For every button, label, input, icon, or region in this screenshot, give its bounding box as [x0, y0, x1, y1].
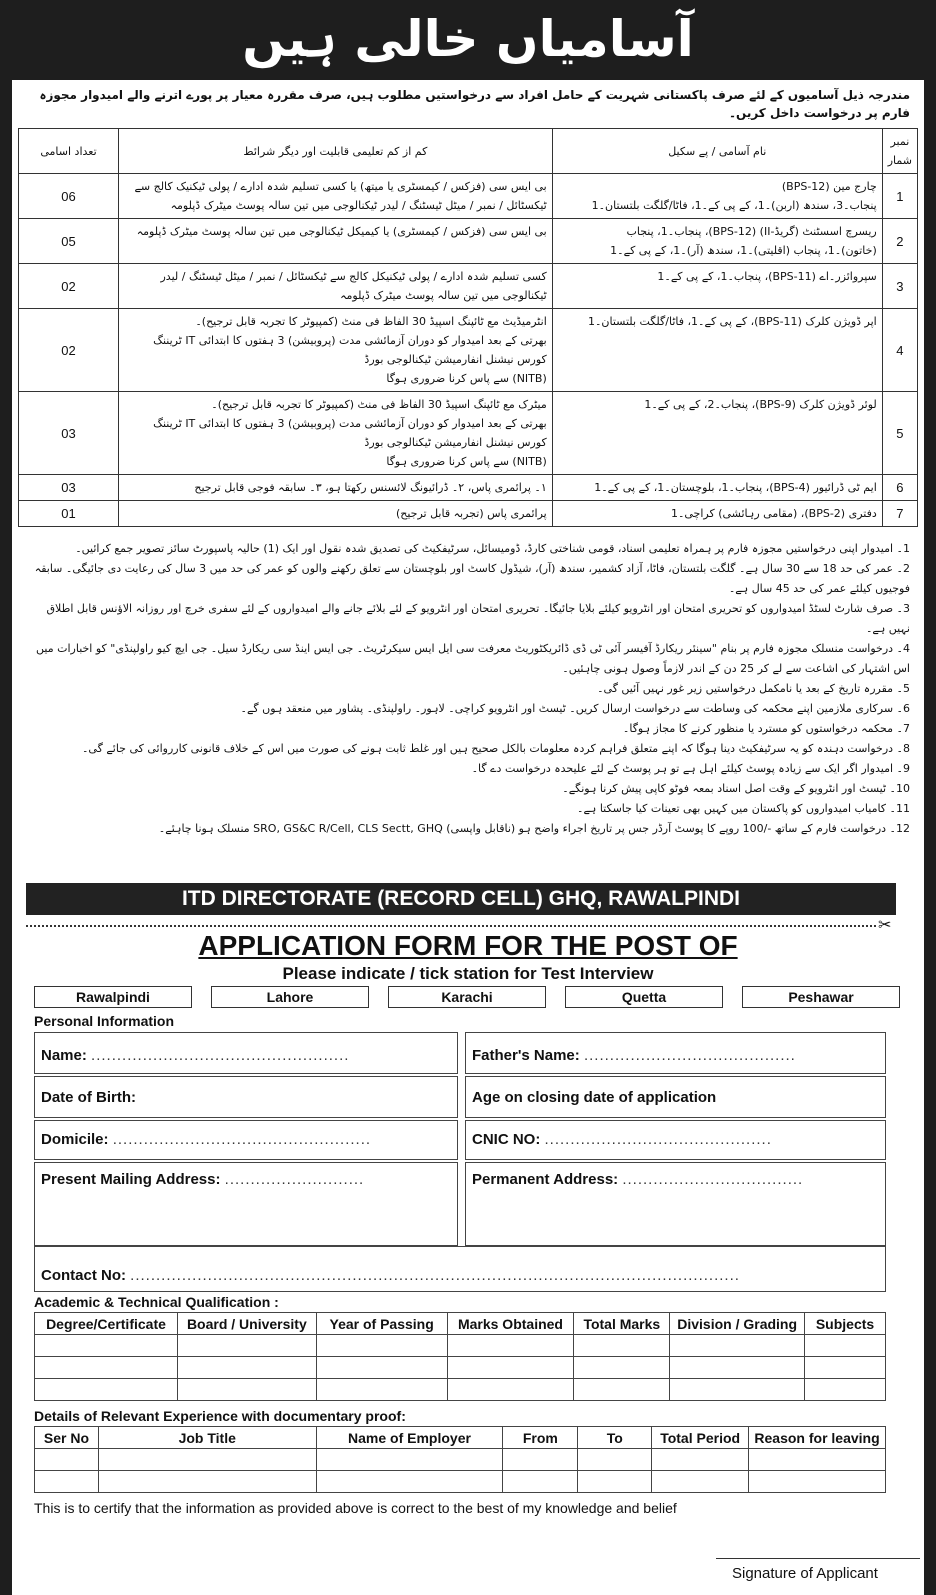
qualification: کسی تسلیم شدہ ادارے / پولی ٹیکنیکل کالج سے ٹیکسٹائل / نمبر / میٹل ٹیسٹنگ / لیدر ٹیکنالوجی میں تین سالہ پوسٹ میٹرک ڈپلومہ [160, 270, 547, 302]
qualification-cell [119, 501, 553, 527]
blank-cell[interactable] [35, 1471, 99, 1493]
term-item: 5۔ مقررہ تاریخ کے بعد یا نامکمل درخواستیں زیر غور نہیں آئیں گی۔ [597, 682, 910, 695]
personal-info-label: Personal Information [34, 1013, 175, 1029]
name-field[interactable]: Name: .................................................. [34, 1032, 458, 1074]
post-cell [552, 264, 882, 309]
col-header: کم از کم تعلیمی قابلیت اور دیگر شرائط [119, 129, 553, 174]
blank-cell[interactable] [177, 1379, 316, 1401]
qualification: میٹرک مع ٹائپنگ اسپیڈ 30 الفاظ فی منٹ (کمپیوٹر کا تجربہ قابل ترجیح)۔ [211, 398, 547, 411]
job-row [19, 264, 918, 309]
blank-cell[interactable] [316, 1379, 447, 1401]
experience-table [34, 1426, 886, 1493]
post-cell [552, 392, 882, 475]
term-item: 1۔ امیدوار اپنی درخواستیں مجوزہ فارم پر ہمراہ تعلیمی اسناد، قومی شناختی کارڈ، ڈومیسائل، سرٹیفکیٹ کی تصدیق شدہ نقول اور ایک (1) حالیہ پاسپورٹ سائز تصویر جمع کرائیں۔ [75, 542, 910, 555]
col-header: نمبر شمار [882, 129, 917, 174]
blank-cell[interactable] [805, 1357, 886, 1379]
blank-cell[interactable] [749, 1471, 886, 1493]
dob-label: Date of Birth: [41, 1089, 136, 1106]
blank-cell[interactable] [670, 1335, 805, 1357]
qualification-cell [119, 475, 553, 501]
col-header: Name of Employer [316, 1427, 503, 1449]
qualification-cell [119, 392, 553, 475]
qualification-note: بھرتی کے بعد امیدوار کو دوران آزمائشی مدت (پروبیشن) 3 ہفتوں کا ابتدائی IT ٹریننگ کورس نیشنل انفارمیشن ٹیکنالوجی بورڈ [153, 334, 547, 366]
term-item: 10۔ ٹیسٹ اور انٹرویو کے وقت اصل اسناد بمعہ فوٹو کاپی پیش کرنا ہونگے۔ [562, 782, 910, 795]
job-row [19, 392, 918, 475]
blank-cell[interactable] [670, 1357, 805, 1379]
blank-cell[interactable] [670, 1379, 805, 1401]
domicile-label: Domicile: [41, 1131, 109, 1148]
blank-cell[interactable] [574, 1379, 670, 1401]
blank-cell[interactable] [652, 1471, 749, 1493]
col-header: Job Title [98, 1427, 316, 1449]
blank-cell[interactable] [574, 1335, 670, 1357]
col-header: Year of Passing [316, 1313, 447, 1335]
vacancy-count: 02 [19, 264, 119, 309]
blank-row [35, 1471, 886, 1493]
post-distribution: (خاتون)۔1، پنجاب (اقلیتی)۔1، سندھ (آر)۔1، کے پی کے۔1 [610, 244, 877, 257]
blank-cell[interactable] [35, 1357, 178, 1379]
post-distribution: پنجاب۔3، سندھ (اربن)۔1، کے پی کے۔1، فاٹا/گلگت بلتستان۔1 [591, 199, 877, 212]
col-header: To [578, 1427, 652, 1449]
col-header: Reason for leaving [749, 1427, 886, 1449]
qualification-note: (NITB) سے پاس کرنا ضروری ہوگا [386, 455, 547, 468]
col-header: Ser No [35, 1427, 99, 1449]
blank-cell[interactable] [447, 1379, 574, 1401]
blank-cell[interactable] [805, 1379, 886, 1401]
col-header: From [503, 1427, 578, 1449]
col-header: Division / Grading [670, 1313, 805, 1335]
blank-cell[interactable] [447, 1335, 574, 1357]
job-row [19, 174, 918, 219]
post-cell [552, 219, 882, 264]
row-number: 4 [882, 309, 917, 392]
father-name-label: Father's Name: [472, 1047, 580, 1064]
form-subtitle: Please indicate / tick station for Test Interview [282, 964, 654, 983]
intro-text: مندرجہ ذیل آسامیوں کے لئے صرف پاکستانی شہریت کے حامل افراد سے درخواستیں مطلوب ہیں، صرف مقررہ معیار پر پورے اترنے والے امیدوار مجوزہ فارم پر درخواست داخل کریں۔ [39, 88, 910, 120]
row-number: 7 [882, 501, 917, 527]
vacancy-count: 03 [19, 475, 119, 501]
post-cell [552, 174, 882, 219]
qualification: بی ایس سی (فزکس / کیمسٹری) یا کیمیکل ٹیکنالوجی میں تین سالہ پوسٹ میٹرک ڈپلومہ [136, 225, 547, 238]
job-row [19, 475, 918, 501]
qualification: پرائمری پاس (تجربہ قابل ترجیح) [395, 507, 547, 520]
post-name: اپر ڈویژن کلرک (BPS-11)، کے پی کے۔1، فاٹا/گلگت بلتستان۔1 [587, 315, 877, 328]
blank-cell[interactable] [316, 1357, 447, 1379]
domicile-field[interactable]: Domicile: .................................................. [34, 1120, 458, 1160]
header-row [35, 1427, 886, 1449]
blank-cell[interactable] [805, 1335, 886, 1357]
contact-label: Contact No: [41, 1267, 126, 1284]
blank-cell[interactable] [98, 1449, 316, 1471]
present-address-label: Present Mailing Address: [41, 1171, 221, 1188]
contact-field[interactable]: Contact No: ...................................................................................................................... [34, 1246, 886, 1292]
qualification: انٹرمیڈیٹ مع ٹائپنگ اسپیڈ 30 الفاظ فی منٹ (کمپیوٹر کا تجربہ قابل ترجیح)۔ [195, 315, 547, 328]
blank-cell[interactable] [447, 1357, 574, 1379]
job-row [19, 309, 918, 392]
advertisement [12, 80, 924, 1595]
post-name: ریسرچ اسسٹنٹ (گریڈ-II) (BPS-12)، پنجاب۔1، پنجاب [626, 225, 877, 238]
blank-cell[interactable] [652, 1449, 749, 1471]
post-name: سپروائزر۔اے (BPS-11)، پنجاب۔1، کے پی کے۔1 [657, 270, 877, 283]
terms-list [18, 539, 918, 839]
blank-row [35, 1335, 886, 1357]
blank-cell[interactable] [578, 1449, 652, 1471]
experience-label: Details of Relevant Experience with documentary proof: [34, 1408, 406, 1424]
cnic-field[interactable]: CNIC NO: ............................................ [465, 1120, 886, 1160]
page-header-title: آسامیاں خالی ہیں [0, 0, 936, 80]
station-rawalpindi[interactable]: Rawalpindi [34, 986, 192, 1008]
blank-cell[interactable] [98, 1471, 316, 1493]
present-address-field[interactable]: Present Mailing Address: ........................... [34, 1162, 458, 1246]
form-title: APPLICATION FORM FOR THE POST OF [198, 930, 738, 961]
post-name: ایم ٹی ڈرائیور (BPS-4)، پنجاب۔1، بلوچستان۔1، کے پی کے۔1 [594, 481, 877, 494]
blank-cell[interactable] [749, 1449, 886, 1471]
academic-label: Academic & Technical Qualification : [34, 1294, 279, 1310]
signature-line[interactable] [716, 1558, 920, 1559]
permanent-address-field[interactable]: Permanent Address: ................................... [465, 1162, 886, 1246]
qualification-cell [119, 264, 553, 309]
vacancies-table [18, 128, 918, 527]
vacancy-count: 05 [19, 219, 119, 264]
station-lahore[interactable]: Lahore [211, 986, 369, 1008]
station-karachi[interactable]: Karachi [388, 986, 546, 1008]
blank-row [35, 1379, 886, 1401]
term-item: 9۔ امیدوار اگر ایک سے زیادہ پوسٹ کیلئے اہل ہے تو ہر پوسٹ کے لئے علیحدہ درخواست دے گا۔ [471, 762, 910, 775]
vacancy-count: 06 [19, 174, 119, 219]
qualification-cell [119, 174, 553, 219]
blank-cell[interactable] [316, 1449, 503, 1471]
signature-label: Signature of Applicant [732, 1565, 878, 1582]
blank-cell[interactable] [503, 1449, 578, 1471]
name-label: Name: [41, 1047, 87, 1064]
term-item: 6۔ سرکاری ملازمین اپنے محکمہ کی وساطت سے درخواست ارسال کریں۔ ٹیسٹ اور انٹرویو کراچی۔ لاہور۔ راولپنڈی۔ پشاور میں منعقد ہوں گے۔ [240, 702, 910, 715]
scissors-icon: ✂ [878, 917, 892, 934]
job-row [19, 501, 918, 527]
col-header: Board / University [177, 1313, 316, 1335]
application-form [12, 883, 924, 1583]
post-name: چارج مین (BPS-12) [781, 180, 877, 193]
term-item: 12۔ درخواست فارم کے ساتھ -/100 روپے کا پوسٹ آرڈر جس پر تاریخ اجراء واضح ہو (ناقابل واپسی) SRO, GS&C R/Cell, CLS Sectt, GHQ منسلک ہونا چاہئے۔ [158, 822, 910, 835]
header-row [35, 1313, 886, 1335]
vacancy-count: 01 [19, 501, 119, 527]
cnic-label: CNIC NO: [472, 1131, 541, 1148]
qualification-cell [119, 219, 553, 264]
certification-text: This is to certify that the information as provided above is correct to the best of my knowledge and belief [34, 1500, 677, 1516]
col-header: Degree/Certificate [35, 1313, 178, 1335]
col-header: تعداد اسامی [19, 129, 119, 174]
academic-table [34, 1312, 886, 1401]
row-number: 5 [882, 392, 917, 475]
blank-cell[interactable] [177, 1335, 316, 1357]
job-row [19, 219, 918, 264]
station-options [34, 986, 900, 1008]
vacancy-count: 02 [19, 309, 119, 392]
col-header: نام آسامی / پے سکیل [552, 129, 882, 174]
qualification: بی ایس سی (فزکس / کیمسٹری یا میتھ) یا کسی تسلیم شدہ ادارے / پولی ٹیکنیک کالج سے ٹیکسٹائل / نمبر / میٹل ٹیسٹنگ / لیدر ٹیکنالوجی میں تین سالہ پوسٹ میٹرک ڈپلومہ [134, 180, 547, 212]
row-number: 6 [882, 475, 917, 501]
row-number: 1 [882, 174, 917, 219]
term-item: 2۔ عمر کی حد 18 سے 30 سال ہے۔ گلگت بلتستان، فاٹا، آزاد کشمیر، سندھ (آر)، شیڈول کاسٹ اور بلوچستان سے تعلق رکھنے والوں کو عمر کی حد میں 3 سال کی رعایت دی جائیگی۔ سابقہ فوجیوں کیلئے عمر کی حد 45 سال ہے۔ [34, 562, 910, 595]
col-header: Marks Obtained [447, 1313, 574, 1335]
directorate-banner: ITD DIRECTORATE (RECORD CELL) GHQ, RAWALPINDI [26, 883, 896, 915]
permanent-address-label: Permanent Address: [472, 1171, 619, 1188]
term-item: 3۔ صرف شارٹ لسٹڈ امیدواروں کو تحریری امتحان اور انٹرویو کیلئے بلایا جائیگا۔ تحریری امتحان اور انٹرویو کے لئے بلائے جانے والے امیدواروں کے لئے سفری خرچ اور روزانہ الاؤنس قابل اطلاق نہیں ہے۔ [46, 602, 910, 635]
station-peshawar[interactable]: Peshawar [742, 986, 900, 1008]
age-label: Age on closing date of application [472, 1089, 717, 1106]
row-number: 3 [882, 264, 917, 309]
blank-cell[interactable] [574, 1357, 670, 1379]
qualification-cell [119, 309, 553, 392]
term-item: 7۔ محکمہ درخواستوں کو مسترد یا منظور کرنے کا مجاز ہوگا۔ [622, 722, 910, 735]
post-name: لوئر ڈویژن کلرک (BPS-9)، پنجاب۔2، کے پی کے۔1 [644, 398, 877, 411]
age-field[interactable] [465, 1076, 886, 1118]
blank-cell[interactable] [316, 1471, 503, 1493]
post-cell [552, 501, 882, 527]
post-cell [552, 475, 882, 501]
blank-row [35, 1357, 886, 1379]
qualification: ۱۔ پرائمری پاس، ۲۔ ڈرائیونگ لائسنس رکھتا ہو، ۳۔ سابقہ فوجی قابل ترجیح [194, 481, 547, 494]
blank-cell[interactable] [35, 1449, 99, 1471]
post-name: دفتری (BPS-2)، (مقامی رہائشی) کراچی۔1 [670, 507, 877, 520]
blank-cell[interactable] [316, 1335, 447, 1357]
vacancy-count: 03 [19, 392, 119, 475]
father-name-field[interactable]: Father's Name: ......................................... [465, 1032, 886, 1074]
term-item: 11۔ کامیاب امیدواروں کو پاکستان میں کہیں بھی تعینات کیا جاسکتا ہے۔ [577, 802, 910, 815]
vacancies-section [12, 80, 924, 883]
row-number: 2 [882, 219, 917, 264]
term-item: 8۔ درخواست دہندہ کو یہ سرٹیفکیٹ دینا ہوگا کہ اپنے متعلق فراہم کردہ معلومات بالکل صحیح ہیں اور غلط ثابت ہونے کی صورت میں اس کے خلاف قانونی کارروائی کی جائے گی۔ [81, 742, 910, 755]
station-quetta[interactable]: Quetta [565, 986, 723, 1008]
blank-cell[interactable] [177, 1357, 316, 1379]
blank-row [35, 1449, 886, 1471]
blank-cell[interactable] [35, 1379, 178, 1401]
col-header: Total Period [652, 1427, 749, 1449]
col-header: Total Marks [574, 1313, 670, 1335]
blank-cell[interactable] [503, 1471, 578, 1493]
qualification-note: بھرتی کے بعد امیدوار کو دوران آزمائشی مدت (پروبیشن) 3 ہفتوں کا ابتدائی IT ٹریننگ کورس نیشنل انفارمیشن ٹیکنالوجی بورڈ [153, 417, 547, 449]
term-item: 4۔ درخواست منسلک مجوزہ فارم پر بنام "سینئر ریکارڈ آفیسر آئی ٹی ڈی ڈائریکٹوریٹ معرفت سی ایل ایس سیکرٹریٹ۔ جی ایس اینڈ سی ریکارڈ سیل۔ جی ایچ کیو راولپنڈی" کو اخبارات میں اس اشتہار کی اشاعت سے لے کر 25 دن کے اندر لازماً وصول ہونی چاہئیں۔ [36, 642, 910, 675]
post-cell [552, 309, 882, 392]
qualification-note: (NITB) سے پاس کرنا ضروری ہوگا [386, 372, 547, 385]
blank-cell[interactable] [578, 1471, 652, 1493]
col-header: Subjects [805, 1313, 886, 1335]
cut-line [26, 925, 876, 927]
dob-field[interactable] [34, 1076, 458, 1118]
blank-cell[interactable] [35, 1335, 178, 1357]
